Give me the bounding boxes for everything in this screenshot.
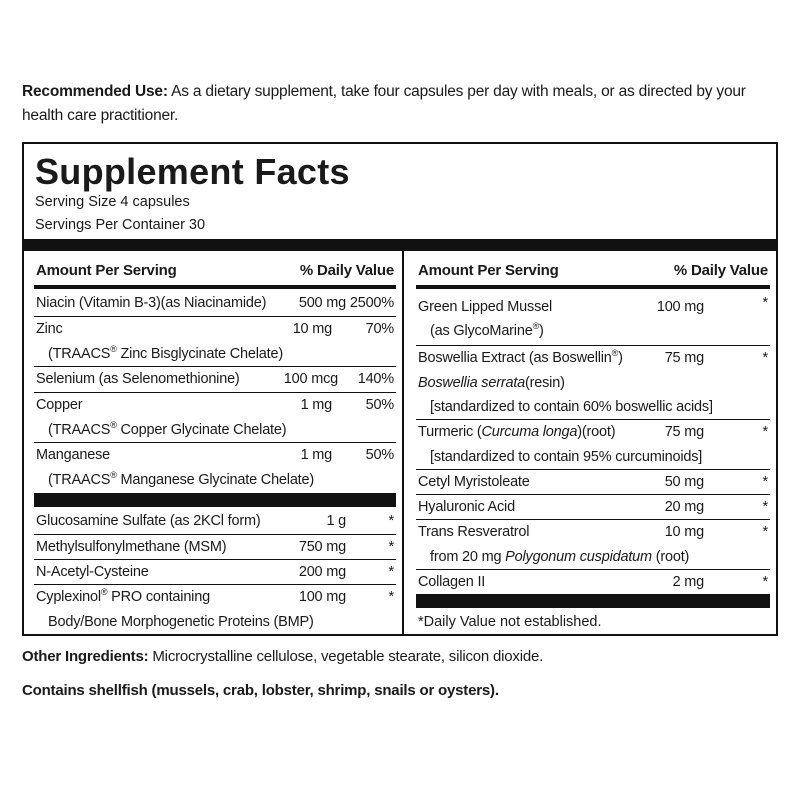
nutrient-dv: 50%	[365, 397, 394, 413]
ingredient-name: Cetyl Myristoleate	[418, 474, 530, 490]
ingredient-dv: *	[388, 513, 394, 529]
ingredient-row	[34, 560, 396, 585]
facts-title: Supplement Facts	[35, 151, 350, 192]
ingredient-dv: *	[762, 574, 768, 590]
servings-per-container: Servings Per Container 30	[35, 217, 206, 233]
recommended-use	[22, 80, 787, 128]
nutrient-amount: 10 mg	[292, 321, 332, 337]
right-header-rule	[416, 285, 770, 289]
nutrient-row	[34, 317, 396, 367]
thick-divider	[24, 239, 776, 251]
ingredient-row	[416, 470, 770, 495]
ingredient-row	[416, 420, 770, 470]
other-ingredients-label: Other Ingredients:	[22, 648, 149, 665]
ingredient-dv: *	[388, 589, 394, 605]
ingredient-amount: 2 mg	[672, 574, 704, 590]
nutrient-source: (TRAACS® Manganese Glycinate Chelate)	[48, 470, 315, 488]
ingredient-source: (as GlycoMarine®)	[430, 321, 544, 339]
ingredient-source: from 20 mg Polygonum cuspidatum (root)	[430, 549, 690, 565]
other-ingredients-text: Microcrystalline cellulose, vegetable stearate, silicon dioxide.	[148, 648, 544, 665]
ingredient-amount: 1 g	[326, 513, 346, 529]
nutrient-name: Selenium (as Selenomethionine)	[36, 371, 240, 387]
right-header-dv: % Daily Value	[673, 262, 768, 279]
nutrient-source: (TRAACS® Zinc Bisglycinate Chelate)	[48, 344, 283, 362]
ingredient-dv: *	[388, 564, 394, 580]
ingredient-row	[416, 346, 770, 420]
recommended-use-label: Recommended Use:	[22, 83, 168, 100]
nutrient-dv: 70%	[365, 321, 394, 337]
ingredient-amount: 10 mg	[664, 524, 704, 540]
nutrient-name: Niacin (Vitamin B-3)(as Niacinamide)	[36, 295, 267, 311]
allergen-statement: Contains shellfish (mussels, crab, lobster, shrimp, snails or oysters).	[22, 682, 499, 699]
section-divider-bar	[34, 493, 396, 507]
nutrient-dv: 50%	[365, 447, 394, 463]
other-ingredients	[22, 646, 543, 668]
nutrient-row	[34, 443, 396, 492]
ingredient-row	[416, 520, 770, 570]
nutrient-row	[34, 393, 396, 443]
ingredient-dv: *	[762, 295, 768, 311]
ingredient-name: Trans Resveratrol	[418, 524, 530, 540]
daily-value-footnote: *Daily Value not established.	[418, 614, 602, 630]
ingredient-name: Turmeric (Curcuma longa)(root)	[418, 424, 616, 440]
ingredient-name: Glucosamine Sulfate (as 2KCl form)	[36, 513, 261, 529]
nutrient-amount: 500 mg	[298, 295, 346, 311]
serving-size: Serving Size 4 capsules	[35, 194, 190, 210]
ingredient-dv: *	[762, 350, 768, 366]
ingredient-dv: *	[762, 524, 768, 540]
ingredient-amount: 100 mg	[656, 299, 704, 315]
ingredient-name: Hyaluronic Acid	[418, 499, 515, 515]
right-column	[404, 251, 776, 634]
ingredient-standardization: [standardized to contain 95% curcuminoids]	[430, 449, 703, 465]
left-column	[24, 251, 402, 634]
ingredient-amount: 50 mg	[664, 474, 704, 490]
ingredient-row	[34, 535, 396, 560]
nutrient-row	[34, 367, 396, 393]
ingredient-dv: *	[762, 474, 768, 490]
ingredient-source: Body/Bone Morphogenetic Proteins (BMP)	[48, 614, 314, 630]
ingredient-dv: *	[388, 539, 394, 555]
ingredient-name: Cyplexinol® PRO containing	[36, 587, 210, 605]
ingredient-name: Methylsulfonylmethane (MSM)	[36, 539, 227, 555]
nutrient-source: (TRAACS® Copper Glycinate Chelate)	[48, 420, 287, 438]
ingredient-amount: 75 mg	[664, 350, 704, 366]
nutrient-name: Manganese	[36, 447, 110, 463]
left-header-amount: Amount Per Serving	[36, 262, 177, 279]
supplement-facts-panel	[22, 142, 778, 636]
ingredient-row	[34, 585, 396, 635]
nutrient-name: Copper	[36, 397, 83, 413]
left-header-rule	[34, 285, 396, 289]
nutrient-row	[34, 291, 396, 317]
ingredient-standardization: [standardized to contain 60% boswellic acids]	[430, 399, 713, 415]
ingredient-name: Green Lipped Mussel	[418, 299, 553, 315]
ingredient-name: Collagen II	[418, 574, 486, 590]
ingredient-row	[416, 495, 770, 520]
ingredient-name: N-Acetyl-Cysteine	[36, 564, 149, 580]
ingredient-amount: 750 mg	[298, 539, 346, 555]
ingredient-amount: 75 mg	[664, 424, 704, 440]
ingredient-amount: 20 mg	[664, 499, 704, 515]
nutrient-amount: 1 mg	[300, 447, 332, 463]
ingredient-amount: 100 mg	[298, 589, 346, 605]
left-header-dv: % Daily Value	[299, 262, 394, 279]
nutrient-dv: 140%	[357, 371, 394, 387]
nutrient-dv: 2500%	[349, 295, 394, 311]
ingredient-row	[416, 291, 770, 346]
nutrient-name: Zinc	[36, 321, 63, 337]
nutrient-amount: 1 mg	[300, 397, 332, 413]
footnote-divider-bar	[416, 594, 770, 608]
ingredient-dv: *	[762, 499, 768, 515]
ingredient-amount: 200 mg	[298, 564, 346, 580]
ingredient-source: Boswellia serrata(resin)	[418, 375, 565, 391]
right-header-amount: Amount Per Serving	[418, 262, 559, 279]
recommended-use-text: As a dietary supplement, take four capsules per day with meals, or as directed by your health care practitioner.	[22, 83, 746, 124]
nutrient-amount: 100 mcg	[283, 371, 338, 387]
ingredient-row	[34, 509, 396, 535]
ingredient-name: Boswellia Extract (as Boswellin®)	[418, 348, 623, 366]
ingredient-dv: *	[762, 424, 768, 440]
ingredient-row	[416, 570, 770, 594]
